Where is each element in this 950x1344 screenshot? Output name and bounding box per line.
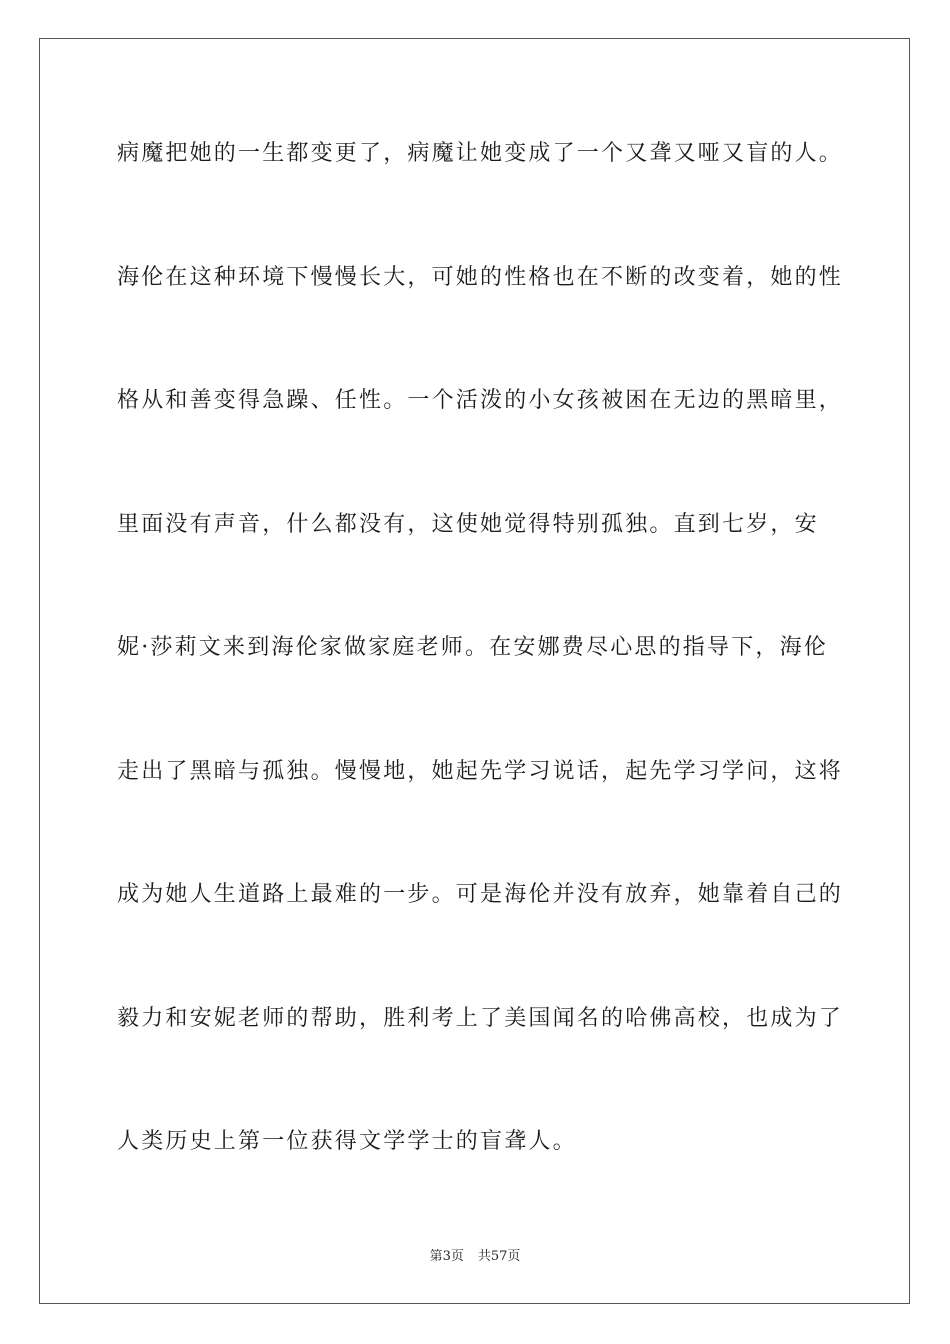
page-total: 共57页 xyxy=(477,1249,521,1264)
text-line-9: 人类历史上第一位获得文学学士的盲聋人。 xyxy=(117,1129,577,1154)
text-line-4: 里面没有声音，什么都没有，这使她觉得特别孤独。直到七岁，安 xyxy=(117,511,819,537)
text-line-1: 病魔把她的一生都变更了，病魔让她变成了一个又聋又哑又盲的人。 xyxy=(117,141,844,166)
text-line-2: 海伦在这种环境下慢慢长大，可她的性格也在不断的改变着，她的性 xyxy=(117,264,844,290)
text-line-7: 成为她人生道路上最难的一步。可是海伦并没有放弃，她靠着自己的 xyxy=(117,882,844,907)
page-footer xyxy=(0,1248,950,1266)
page-number: 第3页 xyxy=(429,1249,464,1264)
text-line-3: 格从和善变得急躁、任性。一个活泼的小女孩被困在无边的黑暗里， xyxy=(117,388,844,413)
body-text xyxy=(117,130,844,1242)
text-line-8: 毅力和安妮老师的帮助，胜利考上了美国闻名的哈佛高校，也成为了 xyxy=(117,1005,844,1031)
text-line-5: 妮·莎莉文来到海伦家做家庭老师。在安娜费尽心思的指导下，海伦 xyxy=(117,635,828,660)
text-line-6: 走出了黑暗与孤独。慢慢地，她起先学习说话，起先学习学问，这将 xyxy=(117,758,844,784)
